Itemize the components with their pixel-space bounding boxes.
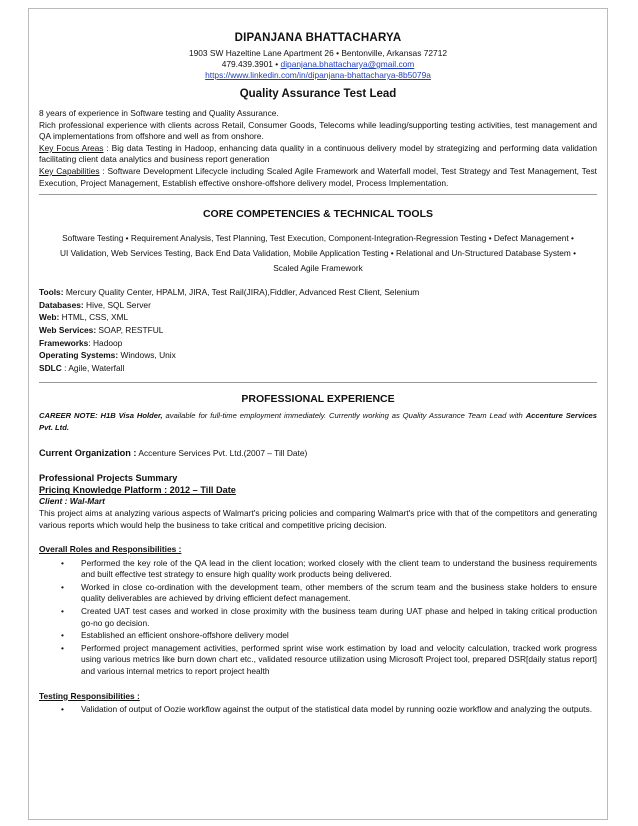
sdlc-row <box>39 362 597 375</box>
os-label: Operating Systems: <box>39 350 119 361</box>
os-value: Windows, Unix <box>118 350 176 361</box>
email-link[interactable]: dipanjana.bhattacharya@gmail.com <box>280 59 415 69</box>
key-focus-label: Key Focus Areas <box>39 142 104 153</box>
tools-row <box>39 286 597 299</box>
key-capabilities-text: : Software Development Lifecycle including Scaled Agile Framework and Waterfall model, Test Strategy and Test Management, Test Execution, Project Management, Establish effective onshore-offshore delivery model, Process Implementation. <box>39 165 597 188</box>
projects-section <box>39 472 597 716</box>
sdlc-label: SDLC <box>39 362 62 373</box>
list-item <box>39 606 597 629</box>
key-focus-areas <box>39 143 597 166</box>
client-name: Client : Wal-Mart <box>39 496 105 507</box>
bullet-icon: • <box>61 704 64 715</box>
linkedin-line <box>39 70 597 81</box>
role-text: Performed project management activities, performed sprint wise work estimation by load and velocity calculation, tracked work progress using various metrics like burn down chart etc., validated resource utilization using Microsoft Project tool, prepared DSR[daily status report] and various internal metrics to report project health <box>81 642 597 677</box>
address-line: 1903 SW Hazeltine Lane Apartment 26 • Bentonville, Arkansas 72712 <box>188 48 448 58</box>
web-row <box>39 311 597 324</box>
web-services-row <box>39 324 597 337</box>
competencies-list: Software Testing • Requirement Analysis, Test Planning, Test Execution, Component-Integration-Regression Testing • Defect Management • UI Validation, Web Services Testing, Back End Data Validation, Mobile Application Testing • Relational and Un-Structured Database System • Scaled Agile Framework <box>59 233 577 274</box>
bullet-icon: • <box>61 606 64 617</box>
frameworks-label: Frameworks <box>39 337 89 348</box>
role-text: Worked in close co-ordination with the development team, other members of the scrum team and the business stake holders to ensure quality deliverables are achieved by driving efficient defect management. <box>81 581 597 604</box>
web-value: HTML, CSS, XML <box>59 312 129 323</box>
project-title: Pricing Knowledge Platform : 2012 – Till Date <box>39 485 236 496</box>
sdlc-value: : Agile, Waterfall <box>61 362 125 373</box>
list-item <box>39 558 597 581</box>
tools-list <box>39 286 597 374</box>
resume-page <box>28 8 608 820</box>
tools-value: Mercury Quality Center, HPALM, JIRA, Test Rail(JIRA),Fiddler, Advanced Rest Client, Selenium <box>63 287 420 298</box>
role-text: Established an efficient onshore-offshore delivery model <box>81 630 289 641</box>
bullet-icon: • <box>61 557 64 568</box>
frameworks-row <box>39 337 597 350</box>
phone-number: 479.439.3901 • <box>221 59 279 69</box>
databases-value: Hive, SQL Server <box>83 299 151 310</box>
list-item <box>39 630 597 642</box>
tools-label: Tools: <box>39 287 64 298</box>
linkedin-link[interactable]: https://www.linkedin.com/in/dipanjana-bhattacharya-8b5079a <box>205 70 431 80</box>
bullet-icon: • <box>61 581 64 592</box>
experience-heading: PROFESSIONAL EXPERIENCE <box>241 393 395 406</box>
divider <box>39 382 597 383</box>
resume-content <box>39 31 597 717</box>
roles-list <box>39 558 597 678</box>
competencies-heading: CORE COMPETENCIES & TECHNICAL TOOLS <box>202 208 434 221</box>
career-note-company: Accenture Services Pvt. Ltd. <box>39 411 597 433</box>
os-row <box>39 349 597 362</box>
summary-line-1: 8 years of experience in Software testing and Quality Assurance. <box>39 108 279 118</box>
testing-heading: Testing Responsibilities : <box>39 690 140 701</box>
role-text: Created UAT test cases and worked in close proximity with the business team during UAT phase and helped in taking critical production go-no go decision. <box>81 606 597 628</box>
career-note-label: CAREER NOTE: H1B Visa Holder, <box>39 411 163 421</box>
key-capabilities <box>39 166 597 189</box>
summary-section <box>39 108 597 189</box>
databases-label: Databases: <box>39 299 84 310</box>
org-value: Accenture Services Pvt. Ltd.(2007 – Till Date) <box>136 448 308 459</box>
bullet-icon: • <box>61 630 64 641</box>
list-item <box>39 704 597 716</box>
web-services-label: Web Services: <box>39 324 97 335</box>
org-label: Current Organization : <box>39 448 137 459</box>
list-item <box>39 643 597 678</box>
role-text: Performed the key role of the QA lead in the client location; worked closely with the client team to understand the business requirements and built effective test strategy to ensure high quality work products being delivered. <box>81 557 597 580</box>
web-services-value: SOAP, RESTFUL <box>96 324 164 335</box>
bullet-icon: • <box>61 642 64 653</box>
current-organization <box>39 447 597 459</box>
project-description: This project aims at analyzing various aspects of Walmart's pricing policies and comparing Walmart's price with that of the competitors and generating various reports which would help the business to take critical and competitive pricing decision. <box>39 507 597 530</box>
candidate-name: DIPANJANA BHATTACHARYA <box>234 32 402 44</box>
career-note <box>39 410 597 434</box>
job-title: Quality Assurance Test Lead <box>239 88 397 100</box>
databases-row <box>39 299 597 312</box>
key-capabilities-label: Key Capabilities <box>39 165 100 176</box>
contact-line <box>39 59 597 70</box>
list-item <box>39 582 597 605</box>
divider <box>39 194 597 195</box>
summary-line-2: Rich professional experience with clients across Retail, Consumer Goods, Telecoms while leading/supporting testing activities, test management and QA implementations from offshore and well as from onshore. <box>39 119 597 142</box>
key-focus-text: : Big data Testing in Hadoop, enhancing data quality in a continuous delivery model by strategizing and performing data validation facilitating client data analytics and business report generation <box>39 142 598 165</box>
projects-heading: Professional Projects Summary <box>39 473 178 484</box>
roles-heading: Overall Roles and Responsibilities : <box>39 544 182 555</box>
career-note-text: available for full-time employment immediately. Currently working as Quality Assurance Team Lead with <box>162 411 526 421</box>
testing-list <box>39 704 597 716</box>
web-label: Web: <box>39 312 60 323</box>
frameworks-value: : Hadoop <box>88 337 123 348</box>
testing-text: Validation of output of Oozie workflow against the output of the statistical data model by running oozie workflow and analyzing the outputs. <box>81 704 593 715</box>
